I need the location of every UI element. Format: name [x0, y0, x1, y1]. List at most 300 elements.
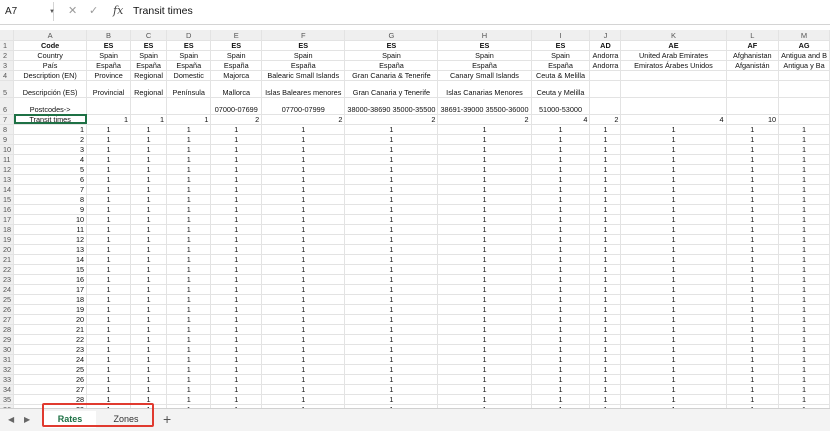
cell-F35[interactable]: 1 — [262, 394, 345, 404]
cell-D28[interactable]: 1 — [167, 324, 211, 334]
cell-D30[interactable]: 1 — [167, 344, 211, 354]
cell-A27[interactable]: 20 — [14, 314, 87, 324]
cell-J32[interactable]: 1 — [590, 364, 621, 374]
column-header-K[interactable]: K — [621, 30, 726, 40]
row-header[interactable]: 32 — [0, 364, 14, 374]
cell-G17[interactable]: 1 — [345, 214, 438, 224]
cell-B33[interactable]: 1 — [87, 374, 131, 384]
cell-I24[interactable]: 1 — [531, 284, 590, 294]
cell-F8[interactable]: 1 — [262, 124, 345, 134]
cell-L8[interactable]: 1 — [726, 124, 779, 134]
cell-E35[interactable]: 1 — [211, 394, 262, 404]
cell-G9[interactable]: 1 — [345, 134, 438, 144]
cell-B24[interactable]: 1 — [87, 284, 131, 294]
cell-I27[interactable]: 1 — [531, 314, 590, 324]
row-header[interactable]: 8 — [0, 124, 14, 134]
cell-D27[interactable]: 1 — [167, 314, 211, 324]
cell-E7[interactable]: 2 — [211, 114, 262, 124]
cell-C5[interactable]: Regional — [131, 80, 167, 97]
cell-B34[interactable]: 1 — [87, 384, 131, 394]
cell-A34[interactable]: 27 — [14, 384, 87, 394]
cell-M15[interactable]: 1 — [779, 194, 830, 204]
cell-G18[interactable]: 1 — [345, 224, 438, 234]
cell-C24[interactable]: 1 — [131, 284, 167, 294]
cell-C12[interactable]: 1 — [131, 164, 167, 174]
cell-G7[interactable]: 2 — [345, 114, 438, 124]
cell-H19[interactable]: 1 — [438, 234, 531, 244]
cell-J3[interactable]: Andorra — [590, 60, 621, 70]
cell-F10[interactable]: 1 — [262, 144, 345, 154]
row-header[interactable]: 12 — [0, 164, 14, 174]
cell-A16[interactable]: 9 — [14, 204, 87, 214]
cell-K19[interactable]: 1 — [621, 234, 726, 244]
cell-F9[interactable]: 1 — [262, 134, 345, 144]
cell-I31[interactable]: 1 — [531, 354, 590, 364]
cell-L3[interactable]: Afganistán — [726, 60, 779, 70]
cell-M29[interactable]: 1 — [779, 334, 830, 344]
cell-K5[interactable] — [621, 80, 726, 97]
cell-L32[interactable]: 1 — [726, 364, 779, 374]
cell-E9[interactable]: 1 — [211, 134, 262, 144]
cell-B13[interactable]: 1 — [87, 174, 131, 184]
cell-K17[interactable]: 1 — [621, 214, 726, 224]
cell-K28[interactable]: 1 — [621, 324, 726, 334]
cell-B5[interactable]: Provincial — [87, 80, 131, 97]
row-header[interactable]: 4 — [0, 70, 14, 80]
cell-I12[interactable]: 1 — [531, 164, 590, 174]
cell-A31[interactable]: 24 — [14, 354, 87, 364]
cell-J17[interactable]: 1 — [590, 214, 621, 224]
cell-D9[interactable]: 1 — [167, 134, 211, 144]
cell-M33[interactable]: 1 — [779, 374, 830, 384]
tab-zones[interactable]: Zones — [113, 414, 139, 424]
row-header[interactable]: 3 — [0, 60, 14, 70]
cell-A30[interactable]: 23 — [14, 344, 87, 354]
cell-F28[interactable]: 1 — [262, 324, 345, 334]
cell-K8[interactable]: 1 — [621, 124, 726, 134]
cell-L6[interactable] — [726, 97, 779, 114]
cell-D29[interactable]: 1 — [167, 334, 211, 344]
cell-I30[interactable]: 1 — [531, 344, 590, 354]
cell-D23[interactable]: 1 — [167, 274, 211, 284]
cell-E8[interactable]: 1 — [211, 124, 262, 134]
cell-B7[interactable]: 1 — [87, 114, 131, 124]
cell-M17[interactable]: 1 — [779, 214, 830, 224]
cell-K15[interactable]: 1 — [621, 194, 726, 204]
cell-L34[interactable]: 1 — [726, 384, 779, 394]
cell-L29[interactable]: 1 — [726, 334, 779, 344]
select-all-corner[interactable] — [0, 30, 14, 40]
cell-H3[interactable]: España — [438, 60, 531, 70]
cell-G10[interactable]: 1 — [345, 144, 438, 154]
cell-J6[interactable] — [590, 97, 621, 114]
cell-H17[interactable]: 1 — [438, 214, 531, 224]
cell-H7[interactable]: 2 — [438, 114, 531, 124]
cell-C33[interactable]: 1 — [131, 374, 167, 384]
cell-H5[interactable]: Islas Canarias Menores — [438, 80, 531, 97]
cancel-icon[interactable]: ✕ — [68, 5, 78, 17]
cell-L25[interactable]: 1 — [726, 294, 779, 304]
cell-I23[interactable]: 1 — [531, 274, 590, 284]
cell-K27[interactable]: 1 — [621, 314, 726, 324]
cell-K23[interactable]: 1 — [621, 274, 726, 284]
cell-B15[interactable]: 1 — [87, 194, 131, 204]
cell-D34[interactable]: 1 — [167, 384, 211, 394]
cell-B3[interactable]: España — [87, 60, 131, 70]
cell-M18[interactable]: 1 — [779, 224, 830, 234]
cell-A7[interactable]: Transit times — [14, 114, 87, 124]
row-header[interactable]: 27 — [0, 314, 14, 324]
cell-J5[interactable] — [590, 80, 621, 97]
row-header[interactable]: 22 — [0, 264, 14, 274]
row-header[interactable]: 31 — [0, 354, 14, 364]
cell-B35[interactable]: 1 — [87, 394, 131, 404]
column-header-L[interactable]: L — [726, 30, 779, 40]
cell-J7[interactable]: 2 — [590, 114, 621, 124]
cell-F34[interactable]: 1 — [262, 384, 345, 394]
cell-L14[interactable]: 1 — [726, 184, 779, 194]
cell-B16[interactable]: 1 — [87, 204, 131, 214]
cell-B9[interactable]: 1 — [87, 134, 131, 144]
row-header[interactable]: 23 — [0, 274, 14, 284]
cell-M23[interactable]: 1 — [779, 274, 830, 284]
cell-M26[interactable]: 1 — [779, 304, 830, 314]
column-header-M[interactable]: M — [779, 30, 830, 40]
cell-C11[interactable]: 1 — [131, 154, 167, 164]
cell-D25[interactable]: 1 — [167, 294, 211, 304]
cell-B11[interactable]: 1 — [87, 154, 131, 164]
cell-L10[interactable]: 1 — [726, 144, 779, 154]
cell-J33[interactable]: 1 — [590, 374, 621, 384]
cell-E34[interactable]: 1 — [211, 384, 262, 394]
cell-I2[interactable]: Spain — [531, 50, 590, 60]
cell-G2[interactable]: Spain — [345, 50, 438, 60]
cell-D7[interactable]: 1 — [167, 114, 211, 124]
cell-K32[interactable]: 1 — [621, 364, 726, 374]
cell-A25[interactable]: 18 — [14, 294, 87, 304]
cell-E12[interactable]: 1 — [211, 164, 262, 174]
row-header[interactable]: 26 — [0, 304, 14, 314]
cell-G12[interactable]: 1 — [345, 164, 438, 174]
cell-A6[interactable]: Postcodes-> — [14, 97, 87, 114]
cell-G11[interactable]: 1 — [345, 154, 438, 164]
cell-K30[interactable]: 1 — [621, 344, 726, 354]
cell-K35[interactable]: 1 — [621, 394, 726, 404]
cell-B10[interactable]: 1 — [87, 144, 131, 154]
cell-D22[interactable]: 1 — [167, 264, 211, 274]
cell-K24[interactable]: 1 — [621, 284, 726, 294]
cell-F3[interactable]: España — [262, 60, 345, 70]
cell-F21[interactable]: 1 — [262, 254, 345, 264]
cell-M30[interactable]: 1 — [779, 344, 830, 354]
cell-C29[interactable]: 1 — [131, 334, 167, 344]
cell-C28[interactable]: 1 — [131, 324, 167, 334]
cell-H28[interactable]: 1 — [438, 324, 531, 334]
cell-I34[interactable]: 1 — [531, 384, 590, 394]
cell-B18[interactable]: 1 — [87, 224, 131, 234]
cell-E1[interactable]: ES — [211, 40, 262, 50]
cell-F14[interactable]: 1 — [262, 184, 345, 194]
cell-C4[interactable]: Regional — [131, 70, 167, 80]
column-header-D[interactable]: D — [167, 30, 211, 40]
row-header[interactable]: 6 — [0, 97, 14, 114]
cell-F27[interactable]: 1 — [262, 314, 345, 324]
cell-C3[interactable]: España — [131, 60, 167, 70]
cell-J4[interactable] — [590, 70, 621, 80]
cell-F19[interactable]: 1 — [262, 234, 345, 244]
cell-A19[interactable]: 12 — [14, 234, 87, 244]
cell-C16[interactable]: 1 — [131, 204, 167, 214]
cell-I7[interactable]: 4 — [531, 114, 590, 124]
cell-K7[interactable]: 4 — [621, 114, 726, 124]
cell-E20[interactable]: 1 — [211, 244, 262, 254]
cell-L15[interactable]: 1 — [726, 194, 779, 204]
cell-C8[interactable]: 1 — [131, 124, 167, 134]
row-header[interactable]: 10 — [0, 144, 14, 154]
row-header[interactable]: 29 — [0, 334, 14, 344]
cell-A28[interactable]: 21 — [14, 324, 87, 334]
cell-G3[interactable]: España — [345, 60, 438, 70]
cell-I4[interactable]: Ceuta & Melilla — [531, 70, 590, 80]
cell-I25[interactable]: 1 — [531, 294, 590, 304]
cell-E31[interactable]: 1 — [211, 354, 262, 364]
cell-L1[interactable]: AF — [726, 40, 779, 50]
cell-M32[interactable]: 1 — [779, 364, 830, 374]
cell-I18[interactable]: 1 — [531, 224, 590, 234]
cell-M35[interactable]: 1 — [779, 394, 830, 404]
cell-A12[interactable]: 5 — [14, 164, 87, 174]
cell-J29[interactable]: 1 — [590, 334, 621, 344]
cell-K25[interactable]: 1 — [621, 294, 726, 304]
cell-I1[interactable]: ES — [531, 40, 590, 50]
cell-G1[interactable]: ES — [345, 40, 438, 50]
cell-A8[interactable]: 1 — [14, 124, 87, 134]
cell-E33[interactable]: 1 — [211, 374, 262, 384]
cell-F30[interactable]: 1 — [262, 344, 345, 354]
cell-G16[interactable]: 1 — [345, 204, 438, 214]
cell-D8[interactable]: 1 — [167, 124, 211, 134]
cell-F11[interactable]: 1 — [262, 154, 345, 164]
cell-B2[interactable]: Spain — [87, 50, 131, 60]
row-header[interactable]: 9 — [0, 134, 14, 144]
cell-D6[interactable] — [167, 97, 211, 114]
cell-K12[interactable]: 1 — [621, 164, 726, 174]
cell-G30[interactable]: 1 — [345, 344, 438, 354]
row-header[interactable]: 1 — [0, 40, 14, 50]
cell-L24[interactable]: 1 — [726, 284, 779, 294]
cell-C10[interactable]: 1 — [131, 144, 167, 154]
cell-H12[interactable]: 1 — [438, 164, 531, 174]
cell-I26[interactable]: 1 — [531, 304, 590, 314]
cell-L7[interactable]: 10 — [726, 114, 779, 124]
cell-D17[interactable]: 1 — [167, 214, 211, 224]
cell-B25[interactable]: 1 — [87, 294, 131, 304]
cell-J25[interactable]: 1 — [590, 294, 621, 304]
cell-E3[interactable]: España — [211, 60, 262, 70]
cell-D10[interactable]: 1 — [167, 144, 211, 154]
cell-M24[interactable]: 1 — [779, 284, 830, 294]
cell-J35[interactable]: 1 — [590, 394, 621, 404]
cell-E17[interactable]: 1 — [211, 214, 262, 224]
cell-M7[interactable] — [779, 114, 830, 124]
cell-E24[interactable]: 1 — [211, 284, 262, 294]
cell-B29[interactable]: 1 — [87, 334, 131, 344]
cell-I6[interactable]: 51000-53000 — [531, 97, 590, 114]
cell-B22[interactable]: 1 — [87, 264, 131, 274]
cell-C26[interactable]: 1 — [131, 304, 167, 314]
cell-C20[interactable]: 1 — [131, 244, 167, 254]
cell-J1[interactable]: AD — [590, 40, 621, 50]
cell-K10[interactable]: 1 — [621, 144, 726, 154]
cell-C15[interactable]: 1 — [131, 194, 167, 204]
cell-F1[interactable]: ES — [262, 40, 345, 50]
cell-A5[interactable]: Descripción (ES) — [14, 80, 87, 97]
cell-E26[interactable]: 1 — [211, 304, 262, 314]
cell-J13[interactable]: 1 — [590, 174, 621, 184]
cell-M12[interactable]: 1 — [779, 164, 830, 174]
cell-L20[interactable]: 1 — [726, 244, 779, 254]
row-header[interactable]: 35 — [0, 394, 14, 404]
cell-M8[interactable]: 1 — [779, 124, 830, 134]
cell-J12[interactable]: 1 — [590, 164, 621, 174]
row-header[interactable]: 16 — [0, 204, 14, 214]
cell-D32[interactable]: 1 — [167, 364, 211, 374]
cell-B12[interactable]: 1 — [87, 164, 131, 174]
cell-F29[interactable]: 1 — [262, 334, 345, 344]
cell-J21[interactable]: 1 — [590, 254, 621, 264]
row-header[interactable]: 28 — [0, 324, 14, 334]
cell-E5[interactable]: Mallorca — [211, 80, 262, 97]
cell-C18[interactable]: 1 — [131, 224, 167, 234]
cell-F23[interactable]: 1 — [262, 274, 345, 284]
cell-M13[interactable]: 1 — [779, 174, 830, 184]
cell-H11[interactable]: 1 — [438, 154, 531, 164]
cell-A13[interactable]: 6 — [14, 174, 87, 184]
cell-I35[interactable]: 1 — [531, 394, 590, 404]
cell-L2[interactable]: Afghanistan — [726, 50, 779, 60]
cell-E4[interactable]: Majorca — [211, 70, 262, 80]
cell-K6[interactable] — [621, 97, 726, 114]
cell-G25[interactable]: 1 — [345, 294, 438, 304]
cell-G26[interactable]: 1 — [345, 304, 438, 314]
cell-D3[interactable]: España — [167, 60, 211, 70]
cell-D5[interactable]: Península — [167, 80, 211, 97]
cell-G32[interactable]: 1 — [345, 364, 438, 374]
cell-I19[interactable]: 1 — [531, 234, 590, 244]
cell-A10[interactable]: 3 — [14, 144, 87, 154]
cell-H2[interactable]: Spain — [438, 50, 531, 60]
cell-H9[interactable]: 1 — [438, 134, 531, 144]
cell-F25[interactable]: 1 — [262, 294, 345, 304]
cell-L19[interactable]: 1 — [726, 234, 779, 244]
cell-C22[interactable]: 1 — [131, 264, 167, 274]
row-header[interactable]: 7 — [0, 114, 14, 124]
cell-E23[interactable]: 1 — [211, 274, 262, 284]
cell-D18[interactable]: 1 — [167, 224, 211, 234]
cell-E21[interactable]: 1 — [211, 254, 262, 264]
chevron-down-icon[interactable]: ▼ — [49, 9, 55, 15]
cell-B1[interactable]: ES — [87, 40, 131, 50]
cell-A21[interactable]: 14 — [14, 254, 87, 264]
cell-D12[interactable]: 1 — [167, 164, 211, 174]
cell-L17[interactable]: 1 — [726, 214, 779, 224]
cell-E18[interactable]: 1 — [211, 224, 262, 234]
cell-I3[interactable]: España — [531, 60, 590, 70]
cell-M27[interactable]: 1 — [779, 314, 830, 324]
cell-D4[interactable]: Domestic — [167, 70, 211, 80]
cell-J15[interactable]: 1 — [590, 194, 621, 204]
confirm-icon[interactable]: ✓ — [89, 5, 99, 17]
cell-H21[interactable]: 1 — [438, 254, 531, 264]
cell-J14[interactable]: 1 — [590, 184, 621, 194]
cell-C21[interactable]: 1 — [131, 254, 167, 264]
cell-G5[interactable]: Gran Canaria y Tenerife — [345, 80, 438, 97]
cell-E2[interactable]: Spain — [211, 50, 262, 60]
cell-G6[interactable]: 38000-38690 35000-35500 — [345, 97, 438, 114]
cell-M31[interactable]: 1 — [779, 354, 830, 364]
cell-H10[interactable]: 1 — [438, 144, 531, 154]
cell-D14[interactable]: 1 — [167, 184, 211, 194]
cell-I29[interactable]: 1 — [531, 334, 590, 344]
cell-J26[interactable]: 1 — [590, 304, 621, 314]
cell-L5[interactable] — [726, 80, 779, 97]
cell-K9[interactable]: 1 — [621, 134, 726, 144]
cell-F31[interactable]: 1 — [262, 354, 345, 364]
cell-I10[interactable]: 1 — [531, 144, 590, 154]
formula-input[interactable]: Transit times — [133, 5, 193, 17]
column-header-J[interactable]: J — [590, 30, 621, 40]
cell-J31[interactable]: 1 — [590, 354, 621, 364]
cell-D24[interactable]: 1 — [167, 284, 211, 294]
cell-L30[interactable]: 1 — [726, 344, 779, 354]
cell-D11[interactable]: 1 — [167, 154, 211, 164]
cell-F22[interactable]: 1 — [262, 264, 345, 274]
row-header[interactable]: 20 — [0, 244, 14, 254]
cell-K13[interactable]: 1 — [621, 174, 726, 184]
cell-M6[interactable] — [779, 97, 830, 114]
cell-I32[interactable]: 1 — [531, 364, 590, 374]
cell-H1[interactable]: ES — [438, 40, 531, 50]
cell-F15[interactable]: 1 — [262, 194, 345, 204]
cell-D2[interactable]: Spain — [167, 50, 211, 60]
cell-I20[interactable]: 1 — [531, 244, 590, 254]
cell-L33[interactable]: 1 — [726, 374, 779, 384]
cell-G4[interactable]: Gran Canaria & Tenerife — [345, 70, 438, 80]
cell-G14[interactable]: 1 — [345, 184, 438, 194]
cell-E25[interactable]: 1 — [211, 294, 262, 304]
cell-J19[interactable]: 1 — [590, 234, 621, 244]
cell-G27[interactable]: 1 — [345, 314, 438, 324]
cell-A1[interactable]: Code — [14, 40, 87, 50]
cell-E30[interactable]: 1 — [211, 344, 262, 354]
cell-F18[interactable]: 1 — [262, 224, 345, 234]
cell-L11[interactable]: 1 — [726, 154, 779, 164]
cell-F5[interactable]: Islas Baleares menores — [262, 80, 345, 97]
cell-L26[interactable]: 1 — [726, 304, 779, 314]
cell-A3[interactable]: País — [14, 60, 87, 70]
cell-A20[interactable]: 13 — [14, 244, 87, 254]
cell-H14[interactable]: 1 — [438, 184, 531, 194]
row-header[interactable]: 15 — [0, 194, 14, 204]
cell-I15[interactable]: 1 — [531, 194, 590, 204]
cell-B27[interactable]: 1 — [87, 314, 131, 324]
cell-G20[interactable]: 1 — [345, 244, 438, 254]
cell-B31[interactable]: 1 — [87, 354, 131, 364]
cell-B21[interactable]: 1 — [87, 254, 131, 264]
cell-E14[interactable]: 1 — [211, 184, 262, 194]
cell-M14[interactable]: 1 — [779, 184, 830, 194]
cell-F17[interactable]: 1 — [262, 214, 345, 224]
